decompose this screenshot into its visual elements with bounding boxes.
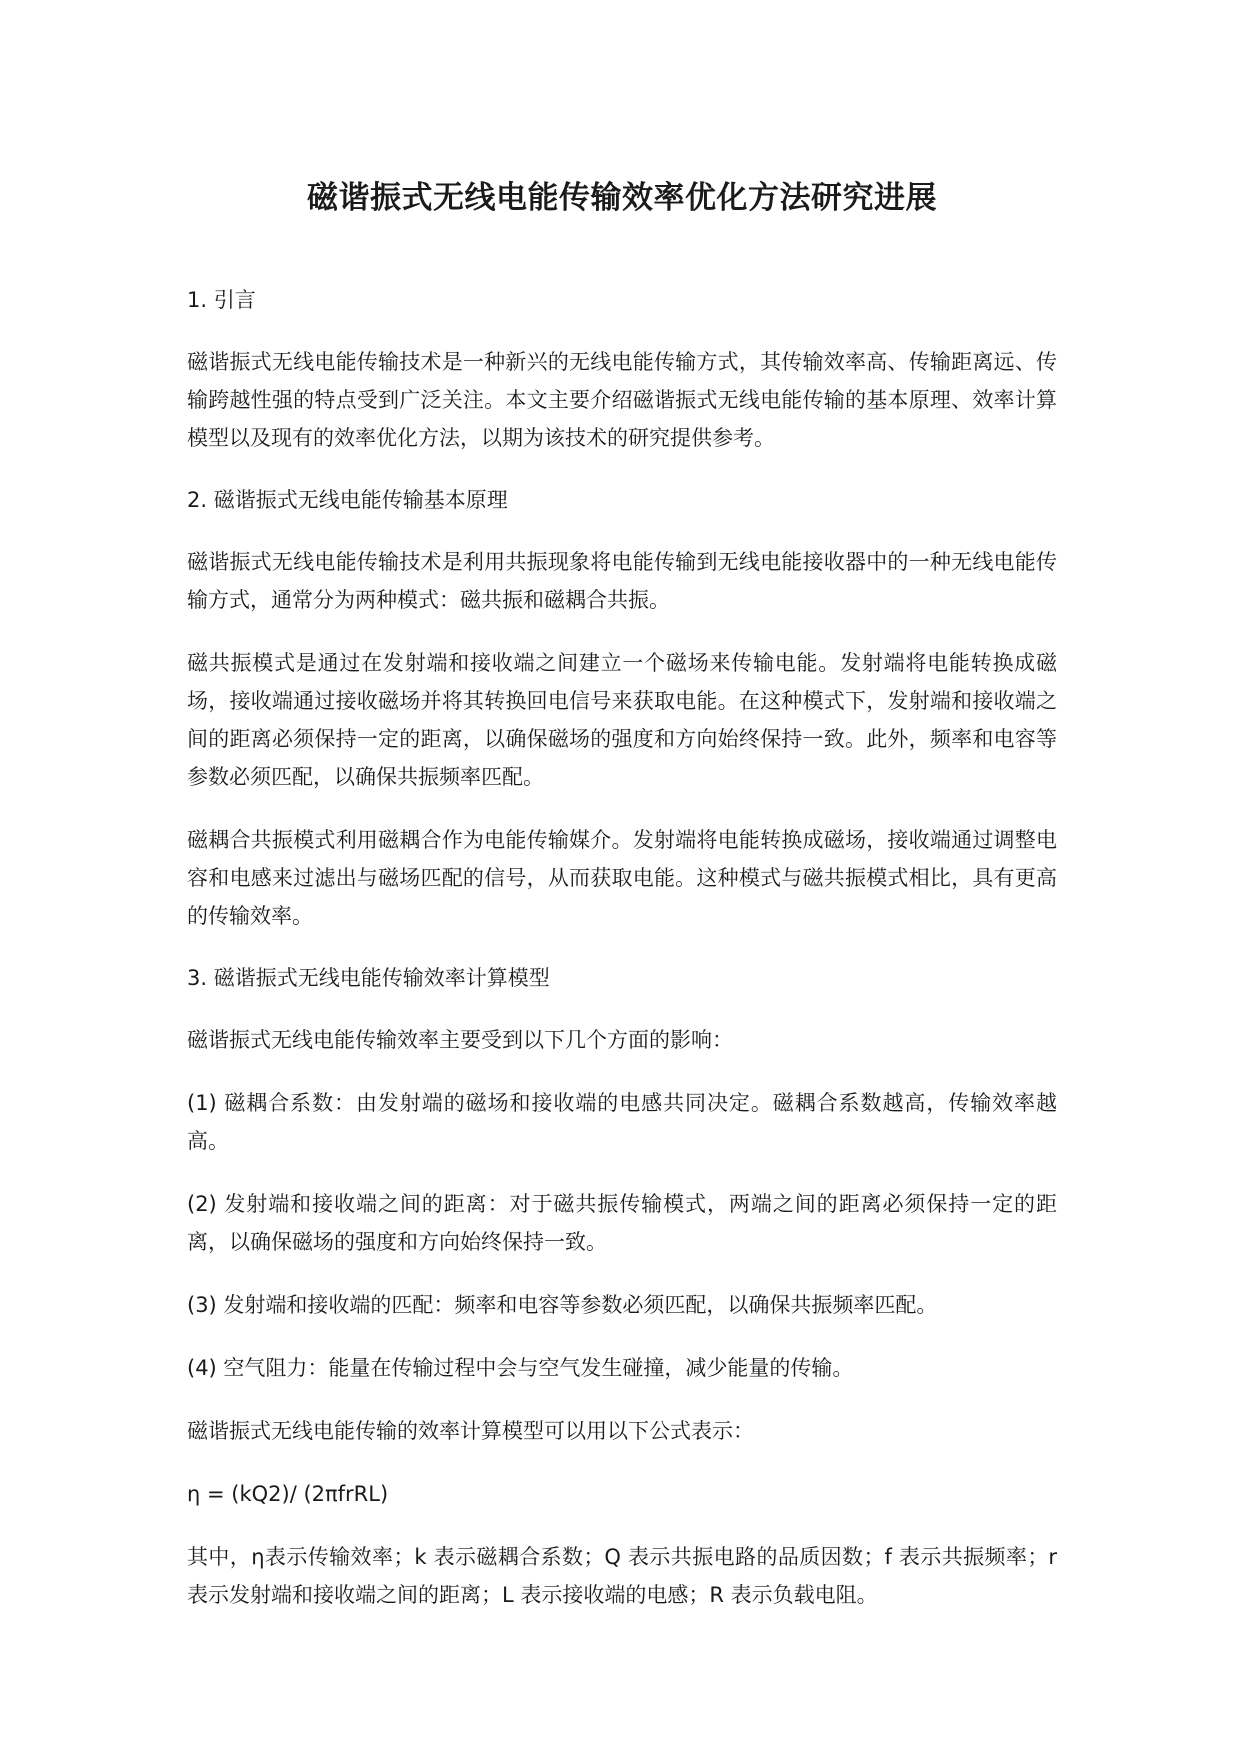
paragraph-formula-intro: 磁谐振式无线电能传输的效率计算模型可以用以下公式表示：	[187, 1419, 754, 1443]
document-body	[187, 282, 1057, 1639]
paragraph-factors-intro: 磁谐振式无线电能传输效率主要受到以下几个方面的影响：	[187, 1028, 733, 1052]
section-heading-principle: 2. 磁谐振式无线电能传输基本原理	[187, 488, 508, 512]
list-item-air-resistance: (4) 空气阻力：能量在传输过程中会与空气发生碰撞，减少能量的传输。	[187, 1356, 854, 1380]
section-heading-efficiency-model: 3. 磁谐振式无线电能传输效率计算模型	[187, 966, 550, 990]
document-title: 磁谐振式无线电能传输效率优化方法研究进展	[307, 180, 937, 216]
paragraph-magnetic-resonance-mode: 磁共振模式是通过在发射端和接收端之间建立一个磁场来传输电能。发射端将电能转换成磁场，接收端通过接收磁场并将其转换回电信号来获取电能。在这种模式下，发射端和接收端之间的距离必须保持一定的距离，以确保磁场的强度和方向始终保持一致。此外，频率和电容等参数必须匹配，以确保共振频率匹配。	[187, 651, 1057, 789]
document-page	[187, 0, 1057, 1754]
list-item-distance: (2) 发射端和接收端之间的距离：对于磁共振传输模式，两端之间的距离必须保持一定的距离，以确保磁场的强度和方向始终保持一致。	[187, 1192, 1057, 1254]
paragraph-formula-variables: 其中，η表示传输效率；k 表示磁耦合系数；Q 表示共振电路的品质因数；f 表示共振频率；r 表示发射端和接收端之间的距离；L 表示接收端的电感；R 表示负载电阻。	[187, 1545, 1057, 1607]
list-item-coupling-coefficient: (1) 磁耦合系数：由发射端的磁场和接收端的电感共同决定。磁耦合系数越高，传输效率越高。	[187, 1091, 1057, 1153]
list-item-matching: (3) 发射端和接收端的匹配：频率和电容等参数必须匹配，以确保共振频率匹配。	[187, 1293, 938, 1317]
paragraph-introduction: 磁谐振式无线电能传输技术是一种新兴的无线电能传输方式，其传输效率高、传输距离远、传输跨越性强的特点受到广泛关注。本文主要介绍磁谐振式无线电能传输的基本原理、效率计算模型以及现有的效率优化方法，以期为该技术的研究提供参考。	[187, 350, 1057, 450]
efficiency-formula: η = (kQ2)/ (2πfrRL)	[187, 1482, 389, 1506]
paragraph-magnetic-coupling-mode: 磁耦合共振模式利用磁耦合作为电能传输媒介。发射端将电能转换成磁场，接收端通过调整电容和电感来过滤出与磁场匹配的信号，从而获取电能。这种模式与磁共振模式相比，具有更高的传输效率。	[187, 828, 1057, 928]
section-heading-introduction: 1. 引言	[187, 288, 256, 312]
paragraph-principle-overview: 磁谐振式无线电能传输技术是利用共振现象将电能传输到无线电能接收器中的一种无线电能传输方式，通常分为两种模式：磁共振和磁耦合共振。	[187, 550, 1057, 612]
